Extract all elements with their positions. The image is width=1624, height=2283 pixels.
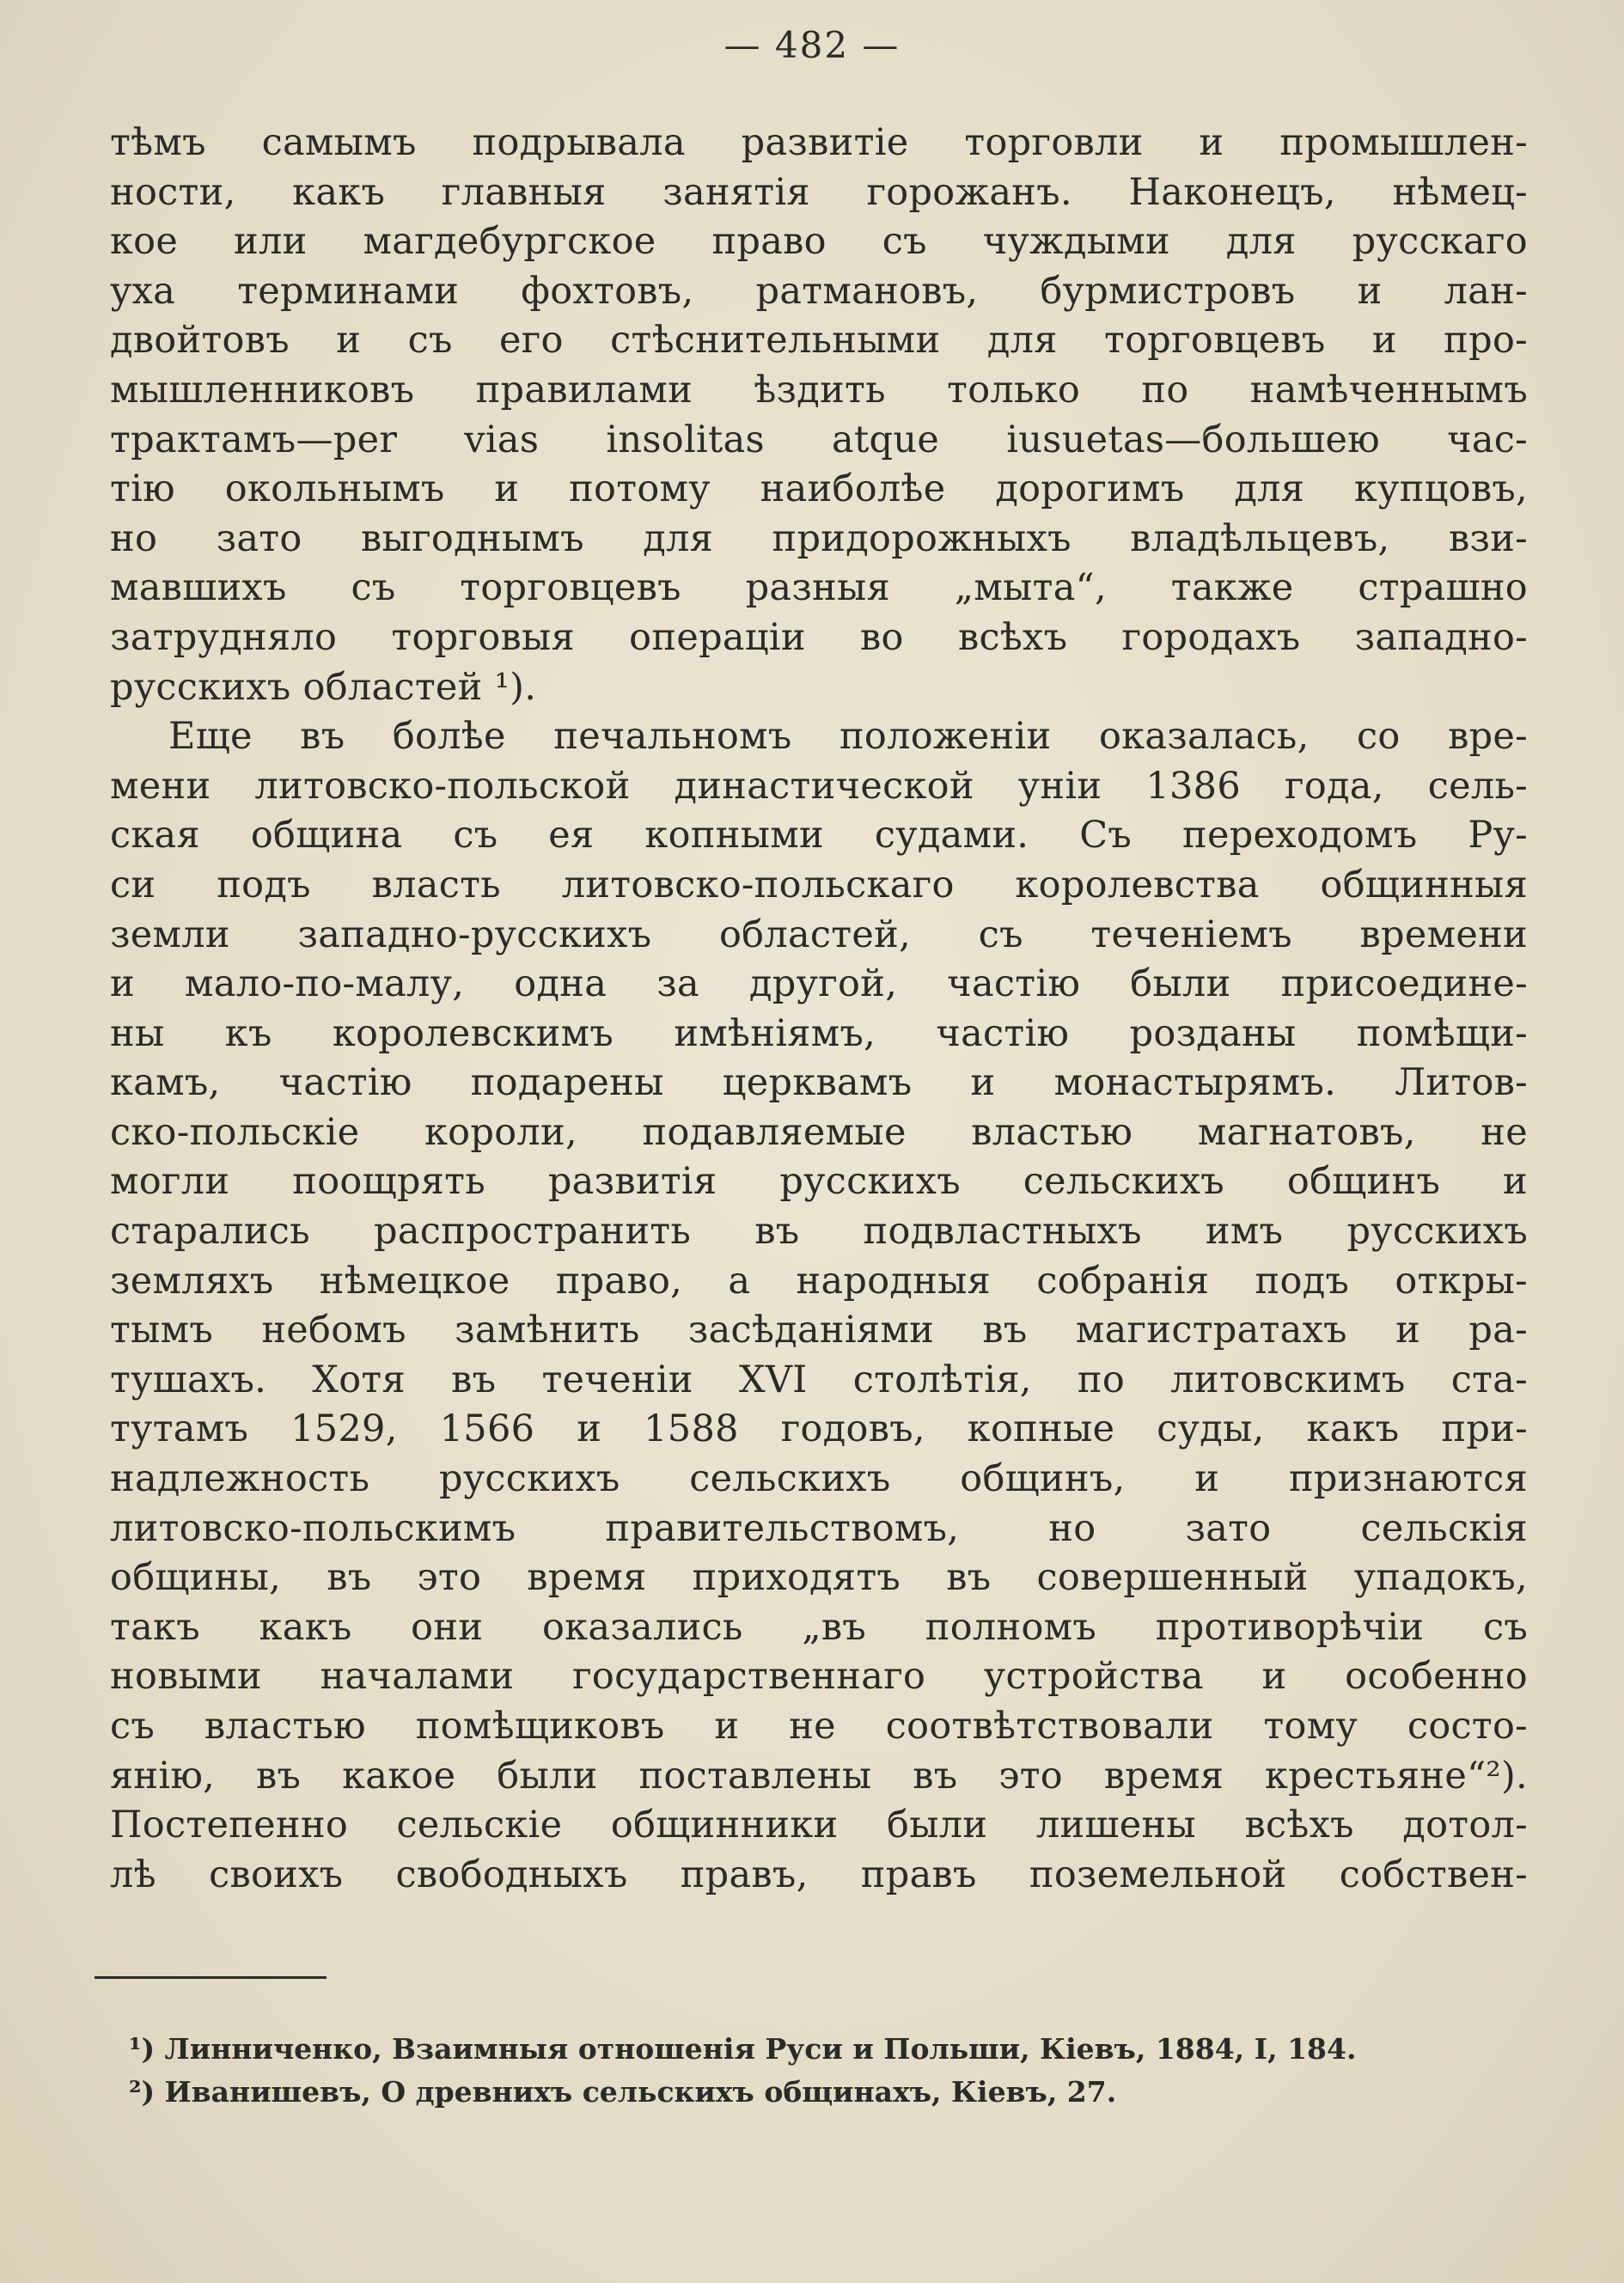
text-line: русскихъ областей ¹).: [110, 665, 537, 709]
text-line: земляхъ нѣмецкое право, а народныя собранія подъ откры-: [110, 1259, 1528, 1303]
text-line: Постепенно сельскіе общинники были лишены всѣхъ дотол-: [110, 1804, 1528, 1847]
text-line: литовско-польскимъ правительствомъ, но зато сельскія: [110, 1506, 1528, 1550]
text-line: янію, въ какое были поставлены въ это время крестьяне“²).: [110, 1754, 1528, 1798]
text-line: тушахъ. Хотя въ теченіи XVI столѣтія, по литовскимъ ста-: [110, 1358, 1528, 1401]
text-line: камъ, частію подарены церквамъ и монастырямъ. Литов-: [110, 1061, 1528, 1105]
text-line: трактамъ—per vias insolitas atque iusuetas—большею час-: [110, 418, 1528, 461]
text-line: мени литовско-польской династической уніи 1386 года, сель-: [110, 764, 1528, 808]
text-line: кое или магдебургское право съ чуждыми для русскаго: [110, 220, 1528, 264]
text-line: но зато выгоднымъ для придорожныхъ владѣльцевъ, взи-: [110, 516, 1528, 560]
text-line: Еще въ болѣе печальномъ положеніи оказалась, со вре-: [168, 715, 1528, 759]
text-line: такъ какъ они оказались „въ полномъ противорѣчіи съ: [110, 1605, 1528, 1649]
page-number: — 482 —: [723, 24, 901, 66]
text-line: ны къ королевскимъ имѣніямъ, частію розданы помѣщи-: [110, 1011, 1528, 1055]
text-line: ско-польскіе короли, подавляемые властью магнатовъ, не: [110, 1110, 1528, 1154]
text-line: съ властью помѣщиковъ и не соотвѣтствовали тому состо-: [110, 1705, 1528, 1748]
text-line: мышленниковъ правилами ѣздить только по намѣченнымъ: [110, 368, 1528, 412]
text-line: и мало-по-малу, одна за другой, частію были присоедине-: [110, 962, 1528, 1006]
footnote-1: ¹) Линниченко, Взаимныя отношенія Руси и Польши, Кіевъ, 1884, I, 184.: [129, 2032, 1357, 2066]
body-text: [110, 119, 1528, 1900]
text-line: тѣмъ самымъ подрывала развитіе торговли и промышлен-: [110, 121, 1528, 164]
text-line: новыми началами государственнаго устройства и особенно: [110, 1655, 1528, 1699]
text-line: тымъ небомъ замѣнить засѣданіями въ магистратахъ и ра-: [110, 1309, 1528, 1352]
text-line: си подъ власть литовско-польскаго королевства общинныя: [110, 863, 1528, 906]
text-line: лѣ своихъ свободныхъ правъ, правъ поземельной собствен-: [110, 1853, 1528, 1896]
text-line: тутамъ 1529, 1566 и 1588 годовъ, копные суды, какъ при-: [110, 1407, 1528, 1451]
text-line: мавшихъ съ торговцевъ разныя „мыта“, также страшно: [110, 566, 1528, 610]
text-line: надлежность русскихъ сельскихъ общинъ, и признаются: [110, 1457, 1528, 1501]
text-line: старались распространить въ подвластныхъ имъ русскихъ: [110, 1210, 1528, 1254]
text-line: затрудняло торговыя операціи во всѣхъ городахъ западно-: [110, 615, 1528, 659]
text-line: общины, въ это время приходятъ въ совершенный упадокъ,: [110, 1556, 1528, 1600]
footnote-2: ²) Иванишевъ, О древнихъ сельскихъ общинахъ, Кіевъ, 27.: [129, 2075, 1117, 2109]
text-line: земли западно-русскихъ областей, съ теченіемъ времени: [110, 913, 1528, 956]
text-line: ская община съ ея копными судами. Съ переходомъ Ру-: [110, 814, 1528, 858]
footnote-divider: [95, 1976, 327, 1979]
text-line: ности, какъ главныя занятія горожанъ. Наконецъ, нѣмец-: [110, 170, 1528, 214]
text-line: могли поощрять развитія русскихъ сельскихъ общинъ и: [110, 1160, 1528, 1204]
footnotes: [129, 2028, 1504, 2114]
text-line: двойтовъ и съ его стѣснительными для торговцевъ и про-: [110, 319, 1528, 363]
text-line: уха терминами фохтовъ, ратмановъ, бурмистровъ и лан-: [110, 269, 1528, 313]
text-line: тію окольнымъ и потому наиболѣе дорогимъ для купцовъ,: [110, 467, 1528, 511]
